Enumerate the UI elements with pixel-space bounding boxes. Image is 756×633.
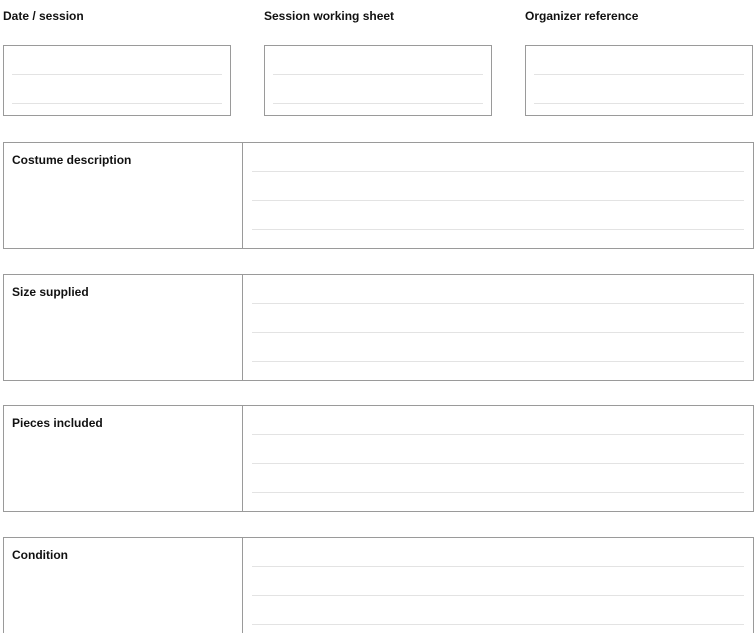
size-supplied-label: Size supplied (12, 285, 89, 299)
organizer-reference-label: Organizer reference (525, 9, 639, 23)
writing-line (252, 361, 744, 362)
condition-field[interactable] (243, 538, 753, 633)
writing-line (252, 434, 744, 435)
size-supplied-label-cell (4, 275, 243, 380)
writing-line (252, 229, 744, 230)
costume-description-row (3, 142, 754, 249)
writing-line (12, 103, 222, 104)
writing-line (252, 595, 744, 596)
working-sheet-field[interactable] (264, 45, 492, 116)
condition-label-cell (4, 538, 243, 633)
writing-line (252, 624, 744, 625)
writing-line (252, 303, 744, 304)
writing-line (534, 103, 744, 104)
pieces-included-label: Pieces included (12, 416, 103, 430)
pieces-included-label-cell (4, 406, 243, 511)
organizer-reference-field[interactable] (525, 45, 753, 116)
writing-line (252, 492, 744, 493)
writing-line (273, 74, 483, 75)
writing-line (252, 332, 744, 333)
pieces-included-field[interactable] (243, 406, 753, 511)
condition-row (3, 537, 754, 633)
working-sheet-label: Session working sheet (264, 9, 395, 23)
date-session-label: Date / session (3, 9, 84, 23)
writing-line (252, 171, 744, 172)
pieces-included-row (3, 405, 754, 512)
costume-description-field[interactable] (243, 143, 753, 248)
costume-description-label-cell (4, 143, 243, 248)
writing-line (12, 74, 222, 75)
writing-line (273, 103, 483, 104)
condition-label: Condition (12, 548, 68, 562)
size-supplied-field[interactable] (243, 275, 753, 380)
size-supplied-row (3, 274, 754, 381)
writing-line (252, 463, 744, 464)
writing-line (252, 200, 744, 201)
writing-line (252, 566, 744, 567)
costume-description-label: Costume description (12, 153, 132, 167)
writing-line (534, 74, 744, 75)
date-session-field[interactable] (3, 45, 231, 116)
